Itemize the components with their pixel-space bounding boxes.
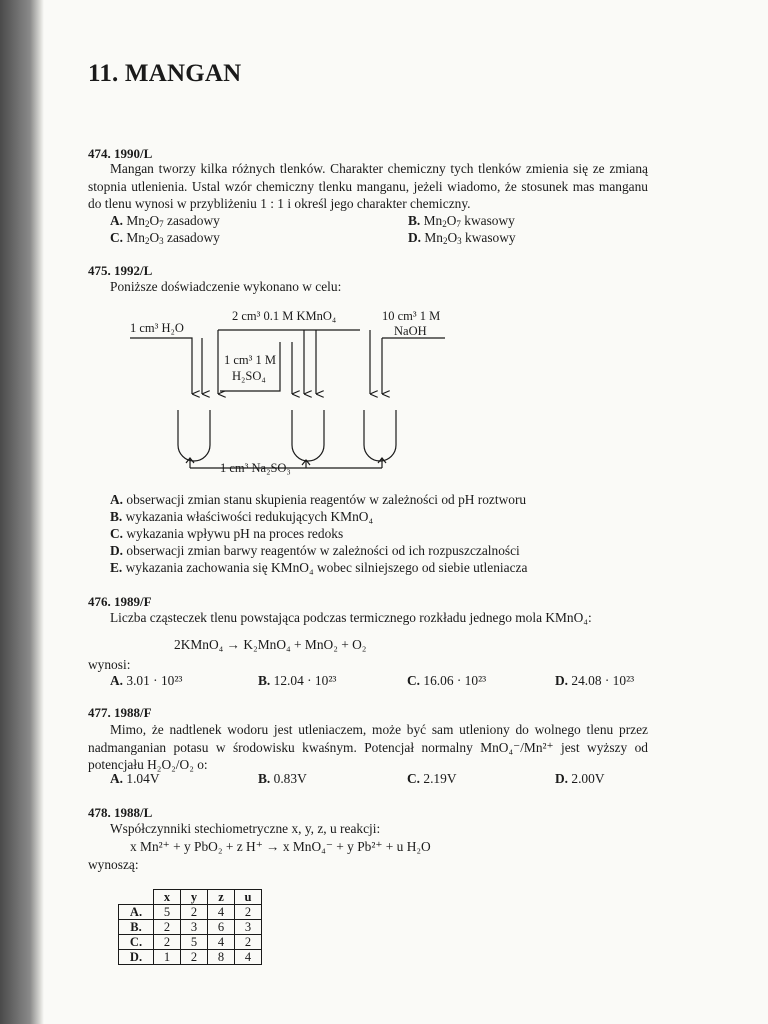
chapter-title: 11. MANGAN — [88, 60, 242, 87]
question-478-equation: x Mn²⁺ + y PbO₂ + z H⁺ → x MnO₄⁻ + y Pb²⁺ + u H₂O — [130, 839, 431, 854]
question-475-intro: Poniższe doświadczenie wykonano w celu: — [110, 279, 342, 294]
q474-option-b: B. $Mn_2O_7$ kwasowy — [408, 213, 515, 229]
q476-option-b — [258, 672, 336, 690]
option-letter: D. — [110, 543, 124, 558]
option-letter: C. — [110, 230, 124, 245]
label-na2so3: 1 cm³ Na₂SO₃ — [220, 461, 291, 475]
label-h2o: 1 cm³ H₂O — [130, 321, 184, 335]
table-cell: 5 — [154, 905, 181, 920]
label-h2so4-line1: 1 cm³ 1 M — [224, 353, 277, 367]
question-474-text: Mangan tworzy kilka różnych tlenków. Charakter chemiczny tych tlenków zmienia się ze zmianą stopnia utlenienia. Ustal wzór chemiczny tlenku manganu, jeżeli wiadomo, że stosunek mas manganu do tlenu wynosi w przybliżeniu 1 : 1 i określ jego charakter chemiczny. — [88, 161, 648, 211]
table-cell: 4 — [235, 950, 262, 965]
row-label: A. — [119, 905, 154, 920]
table-cell: 1 — [154, 950, 181, 965]
question-475-number: 475. 1992/L — [88, 263, 153, 278]
question-478-wynosza: wynoszą: — [88, 857, 139, 872]
column-header: u — [235, 890, 262, 905]
option-value: 12.04 · 10²³ — [273, 673, 337, 688]
label-naoh-line2: NaOH — [394, 324, 427, 338]
row-label: D. — [119, 950, 154, 965]
table-cell: 2 — [235, 905, 262, 920]
table-cell: 6 — [208, 920, 235, 935]
table-cell: 2 — [154, 935, 181, 950]
q476-option-d — [555, 672, 634, 690]
option-letter: B. — [408, 213, 421, 228]
option-letter: C. — [407, 771, 421, 786]
option-text: obserwacji zmian barwy reagentów w zależności od ich rozpuszczalności — [126, 543, 520, 558]
option-value: 0.83V — [273, 771, 307, 786]
option-letter: B. — [258, 673, 271, 688]
table-cell: 2 — [181, 905, 208, 920]
coefficient-table — [118, 889, 262, 965]
q477-option-d — [555, 770, 605, 788]
test-tube-2 — [292, 410, 324, 461]
q475-option-e — [110, 559, 527, 577]
q475-option-b — [110, 508, 373, 526]
question-478-number: 478. 1988/L — [88, 805, 153, 820]
option-letter: A. — [110, 771, 124, 786]
table-row — [119, 920, 262, 935]
question-476-equation: 2KMnO₄ → K₂MnO₄ + MnO₂ + O₂ — [174, 637, 367, 652]
q474-option-c: C. $Mn_2O_3$ zasadowy — [110, 230, 220, 246]
question-476-wynosi: wynosi: — [88, 657, 131, 672]
option-desc: kwasowy — [465, 230, 516, 245]
option-letter: C. — [110, 526, 124, 541]
option-letter: B. — [258, 771, 271, 786]
table-cell: 3 — [235, 920, 262, 935]
q477-option-c — [407, 770, 457, 788]
option-value: 2.19V — [423, 771, 457, 786]
option-value: 16.06 · 10²³ — [423, 673, 487, 688]
column-header: x — [154, 890, 181, 905]
table-cell: 3 — [181, 920, 208, 935]
table-cell: 4 — [208, 935, 235, 950]
row-label: C. — [119, 935, 154, 950]
option-letter: D. — [555, 673, 569, 688]
table-cell: 2 — [154, 920, 181, 935]
question-478-intro: Współczynniki stechiometryczne x, y, z, u reakcji: — [110, 821, 381, 836]
label-h2so4-line2: H₂SO₄ — [232, 369, 266, 383]
option-text: wykazania właściwości redukujących KMnO₄ — [125, 509, 374, 524]
test-tube-3 — [364, 410, 396, 461]
table-cell: 2 — [181, 950, 208, 965]
label-kmno4: 2 cm³ 0.1 M KMnO₄ — [232, 309, 337, 323]
option-value: 3.01 · 10²³ — [126, 673, 183, 688]
question-477-number: 477. 1988/F — [88, 705, 152, 720]
option-desc: zasadowy — [167, 230, 220, 245]
column-header: z — [208, 890, 235, 905]
option-value: 2.00V — [571, 771, 605, 786]
question-476-text: Liczba cząsteczek tlenu powstająca podczas termicznego rozkładu jednego mola KMnO₄: — [110, 610, 592, 625]
q474-option-a: A. $Mn_2O_7$ zasadowy — [110, 213, 220, 229]
q475-option-a — [110, 491, 526, 509]
q476-option-a — [110, 672, 182, 690]
option-text: wykazania zachowania się KMnO₄ wobec silniejszego od siebie utleniacza — [125, 560, 528, 575]
table-cell: 4 — [208, 905, 235, 920]
option-text: wykazania wpływu pH na proces redoks — [126, 526, 344, 541]
question-474-number: 474. 1990/L — [88, 146, 153, 161]
table-header-row — [119, 890, 262, 905]
option-letter: D. — [408, 230, 422, 245]
option-value: 1.04V — [126, 771, 160, 786]
q474-option-d: D. $Mn_2O_3$ kwasowy — [408, 230, 516, 246]
question-476-number: 476. 1989/F — [88, 594, 152, 609]
question-477-text: Mimo, że nadtlenek wodoru jest utleniaczem, może być sam utleniony do wolnego tlenu przez nadmanganian potasu w środowisku kwaśnym. Potencjał normalny MnO₄⁻/Mn²⁺ jest wyższy od potencjału H₂O₂/O₂ o: — [88, 722, 648, 772]
option-letter: C. — [407, 673, 421, 688]
q476-option-c — [407, 672, 486, 690]
option-text: obserwacji zmian stanu skupienia reagentów w zależności od pH roztworu — [126, 492, 527, 507]
table-row — [119, 950, 262, 965]
test-tube-1 — [178, 410, 210, 461]
option-desc: kwasowy — [464, 213, 515, 228]
table-cell: 8 — [208, 950, 235, 965]
table-cell: 2 — [235, 935, 262, 950]
option-desc: zasadowy — [167, 213, 220, 228]
table-cell: 5 — [181, 935, 208, 950]
label-naoh-line1: 10 cm³ 1 M — [382, 309, 441, 323]
option-letter: E. — [110, 560, 123, 575]
option-letter: A. — [110, 673, 124, 688]
q477-option-b — [258, 770, 307, 788]
option-letter: D. — [555, 771, 569, 786]
q475-option-d — [110, 542, 520, 560]
row-label: B. — [119, 920, 154, 935]
option-letter: A. — [110, 492, 124, 507]
table-row — [119, 935, 262, 950]
option-letter: A. — [110, 213, 124, 228]
column-header: y — [181, 890, 208, 905]
q475-option-c — [110, 525, 343, 543]
experiment-diagram — [120, 300, 460, 485]
option-letter: B. — [110, 509, 123, 524]
table-row — [119, 905, 262, 920]
option-value: 24.08 · 10²³ — [571, 673, 635, 688]
q477-option-a — [110, 770, 160, 788]
